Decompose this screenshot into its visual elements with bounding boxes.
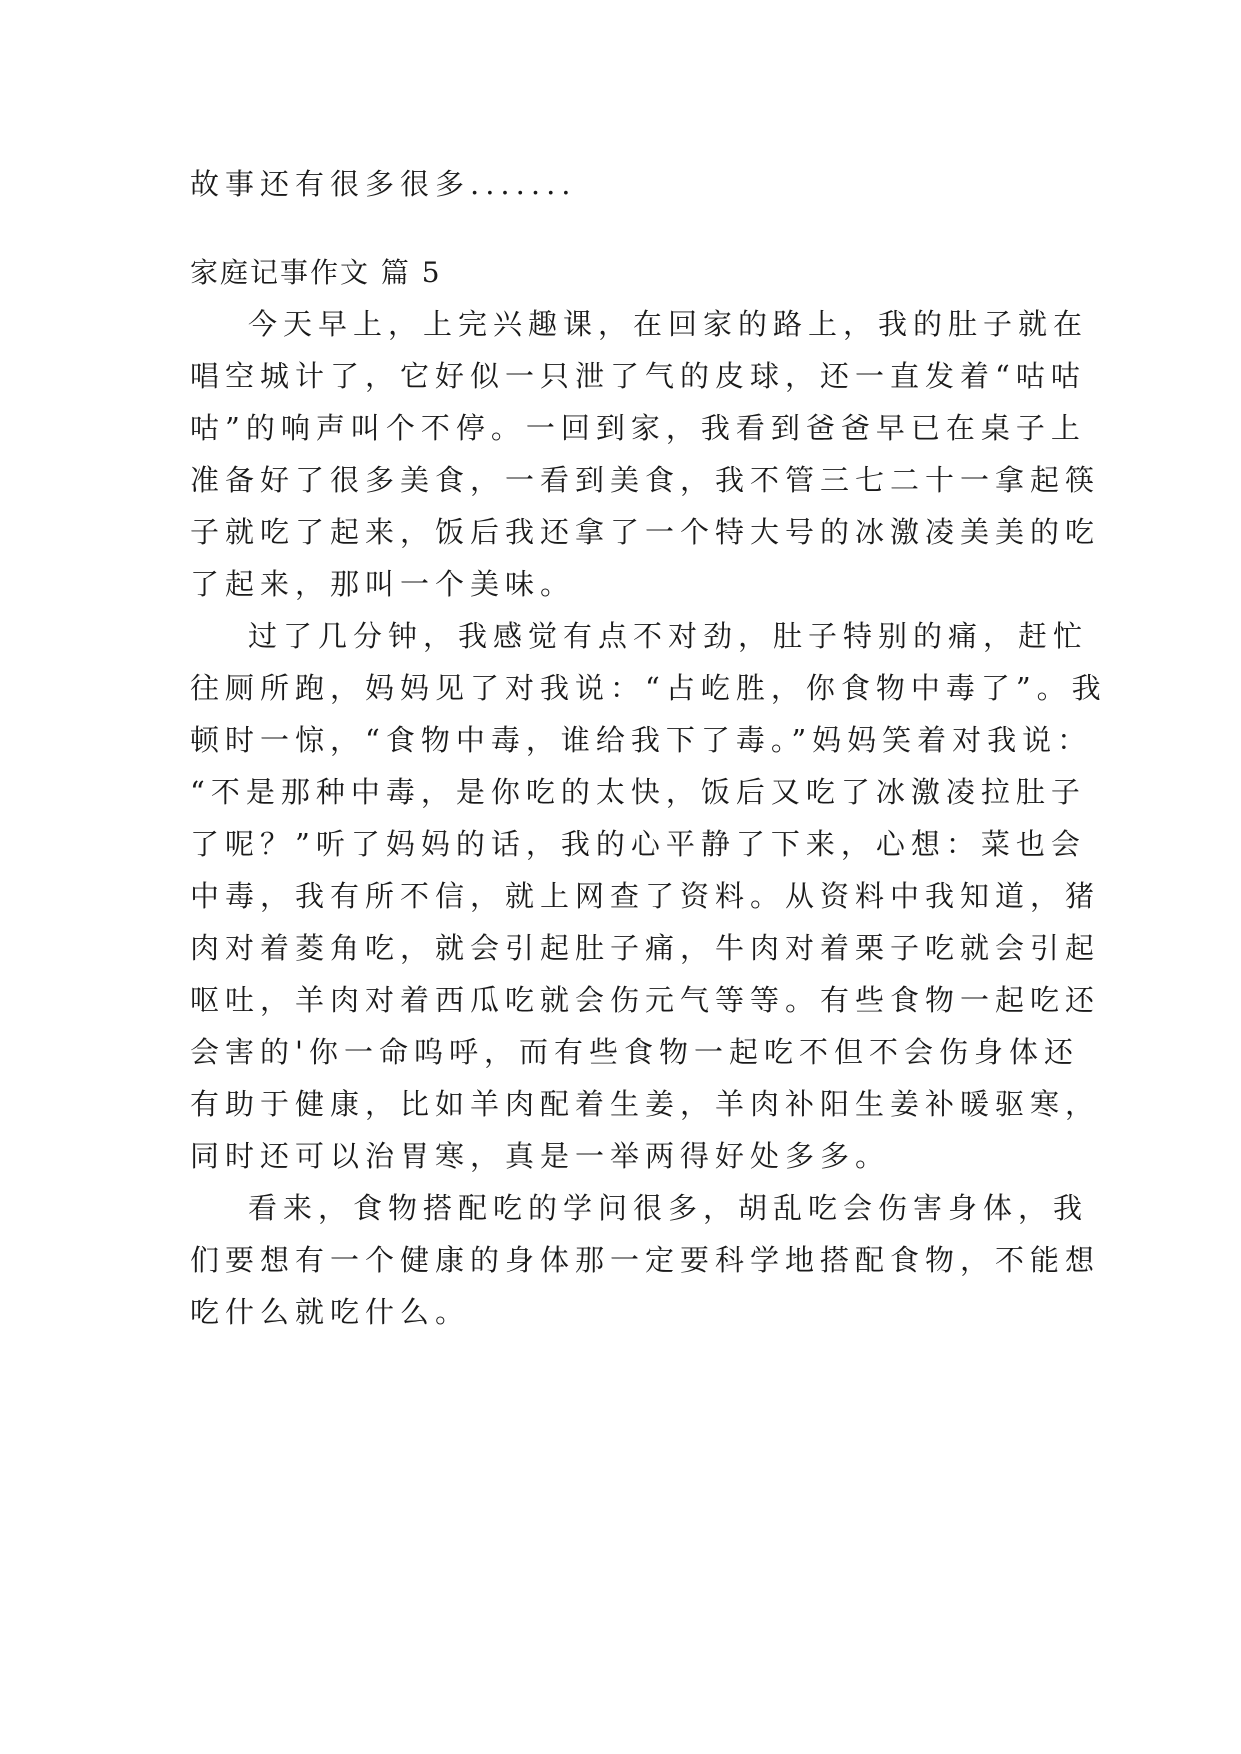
text-line: 顿时一惊，“食物中毒，谁给我下了毒。”妈妈笑着对我说： bbox=[190, 723, 1093, 757]
text-line: 有助于健康，比如羊肉配着生姜，羊肉补阳生姜补暖驱寒， bbox=[190, 1087, 1101, 1121]
closing-line: 故事还有很多很多....... bbox=[190, 167, 577, 201]
text-line: 过了几分钟，我感觉有点不对劲，肚子特别的痛，赶忙 bbox=[248, 619, 1089, 653]
text-line: 准备好了很多美食，一看到美食，我不管三七二十一拿起筷 bbox=[190, 463, 1101, 497]
text-line: 肉对着菱角吃，就会引起肚子痛，牛肉对着栗子吃就会引起 bbox=[190, 931, 1101, 965]
text-line: 会害的'你一命呜呼，而有些食物一起吃不但不会伤身体还 bbox=[190, 1035, 1079, 1069]
text-line: 看来，食物搭配吃的学问很多，胡乱吃会伤害身体，我 bbox=[248, 1191, 1089, 1225]
text-line: 中毒，我有所不信，就上网查了资料。从资料中我知道，猪 bbox=[190, 879, 1101, 913]
text-line: “不是那种中毒，是你吃的太快，饭后又吃了冰激凌拉肚子 bbox=[190, 775, 1086, 809]
text-line: 了呢？”听了妈妈的话，我的心平静了下来，心想：菜也会 bbox=[190, 827, 1086, 861]
text-line: 子就吃了起来，饭后我还拿了一个特大号的冰激凌美美的吃 bbox=[190, 515, 1101, 549]
text-line: 吃什么就吃什么。 bbox=[190, 1295, 471, 1329]
section-title: 家庭记事作文 篇 5 bbox=[190, 256, 442, 289]
text-line: 唱空城计了，它好似一只泄了气的皮球，还一直发着“咕咕 bbox=[190, 359, 1086, 393]
text-line: 了起来，那叫一个美味。 bbox=[190, 567, 576, 601]
text-line: 呕吐，羊肉对着西瓜吃就会伤元气等等。有些食物一起吃还 bbox=[190, 983, 1101, 1017]
text-line: 们要想有一个健康的身体那一定要科学地搭配食物，不能想 bbox=[190, 1243, 1101, 1277]
text-line: 往厕所跑，妈妈见了对我说：“占屹胜，你食物中毒了”。我 bbox=[190, 671, 1107, 705]
text-line: 同时还可以治胃寒，真是一举两得好处多多。 bbox=[190, 1139, 891, 1173]
text-line: 咕”的响声叫个不停。一回到家，我看到爸爸早已在桌子上 bbox=[190, 411, 1086, 445]
text-line: 今天早上，上完兴趣课，在回家的路上，我的肚子就在 bbox=[248, 307, 1089, 341]
